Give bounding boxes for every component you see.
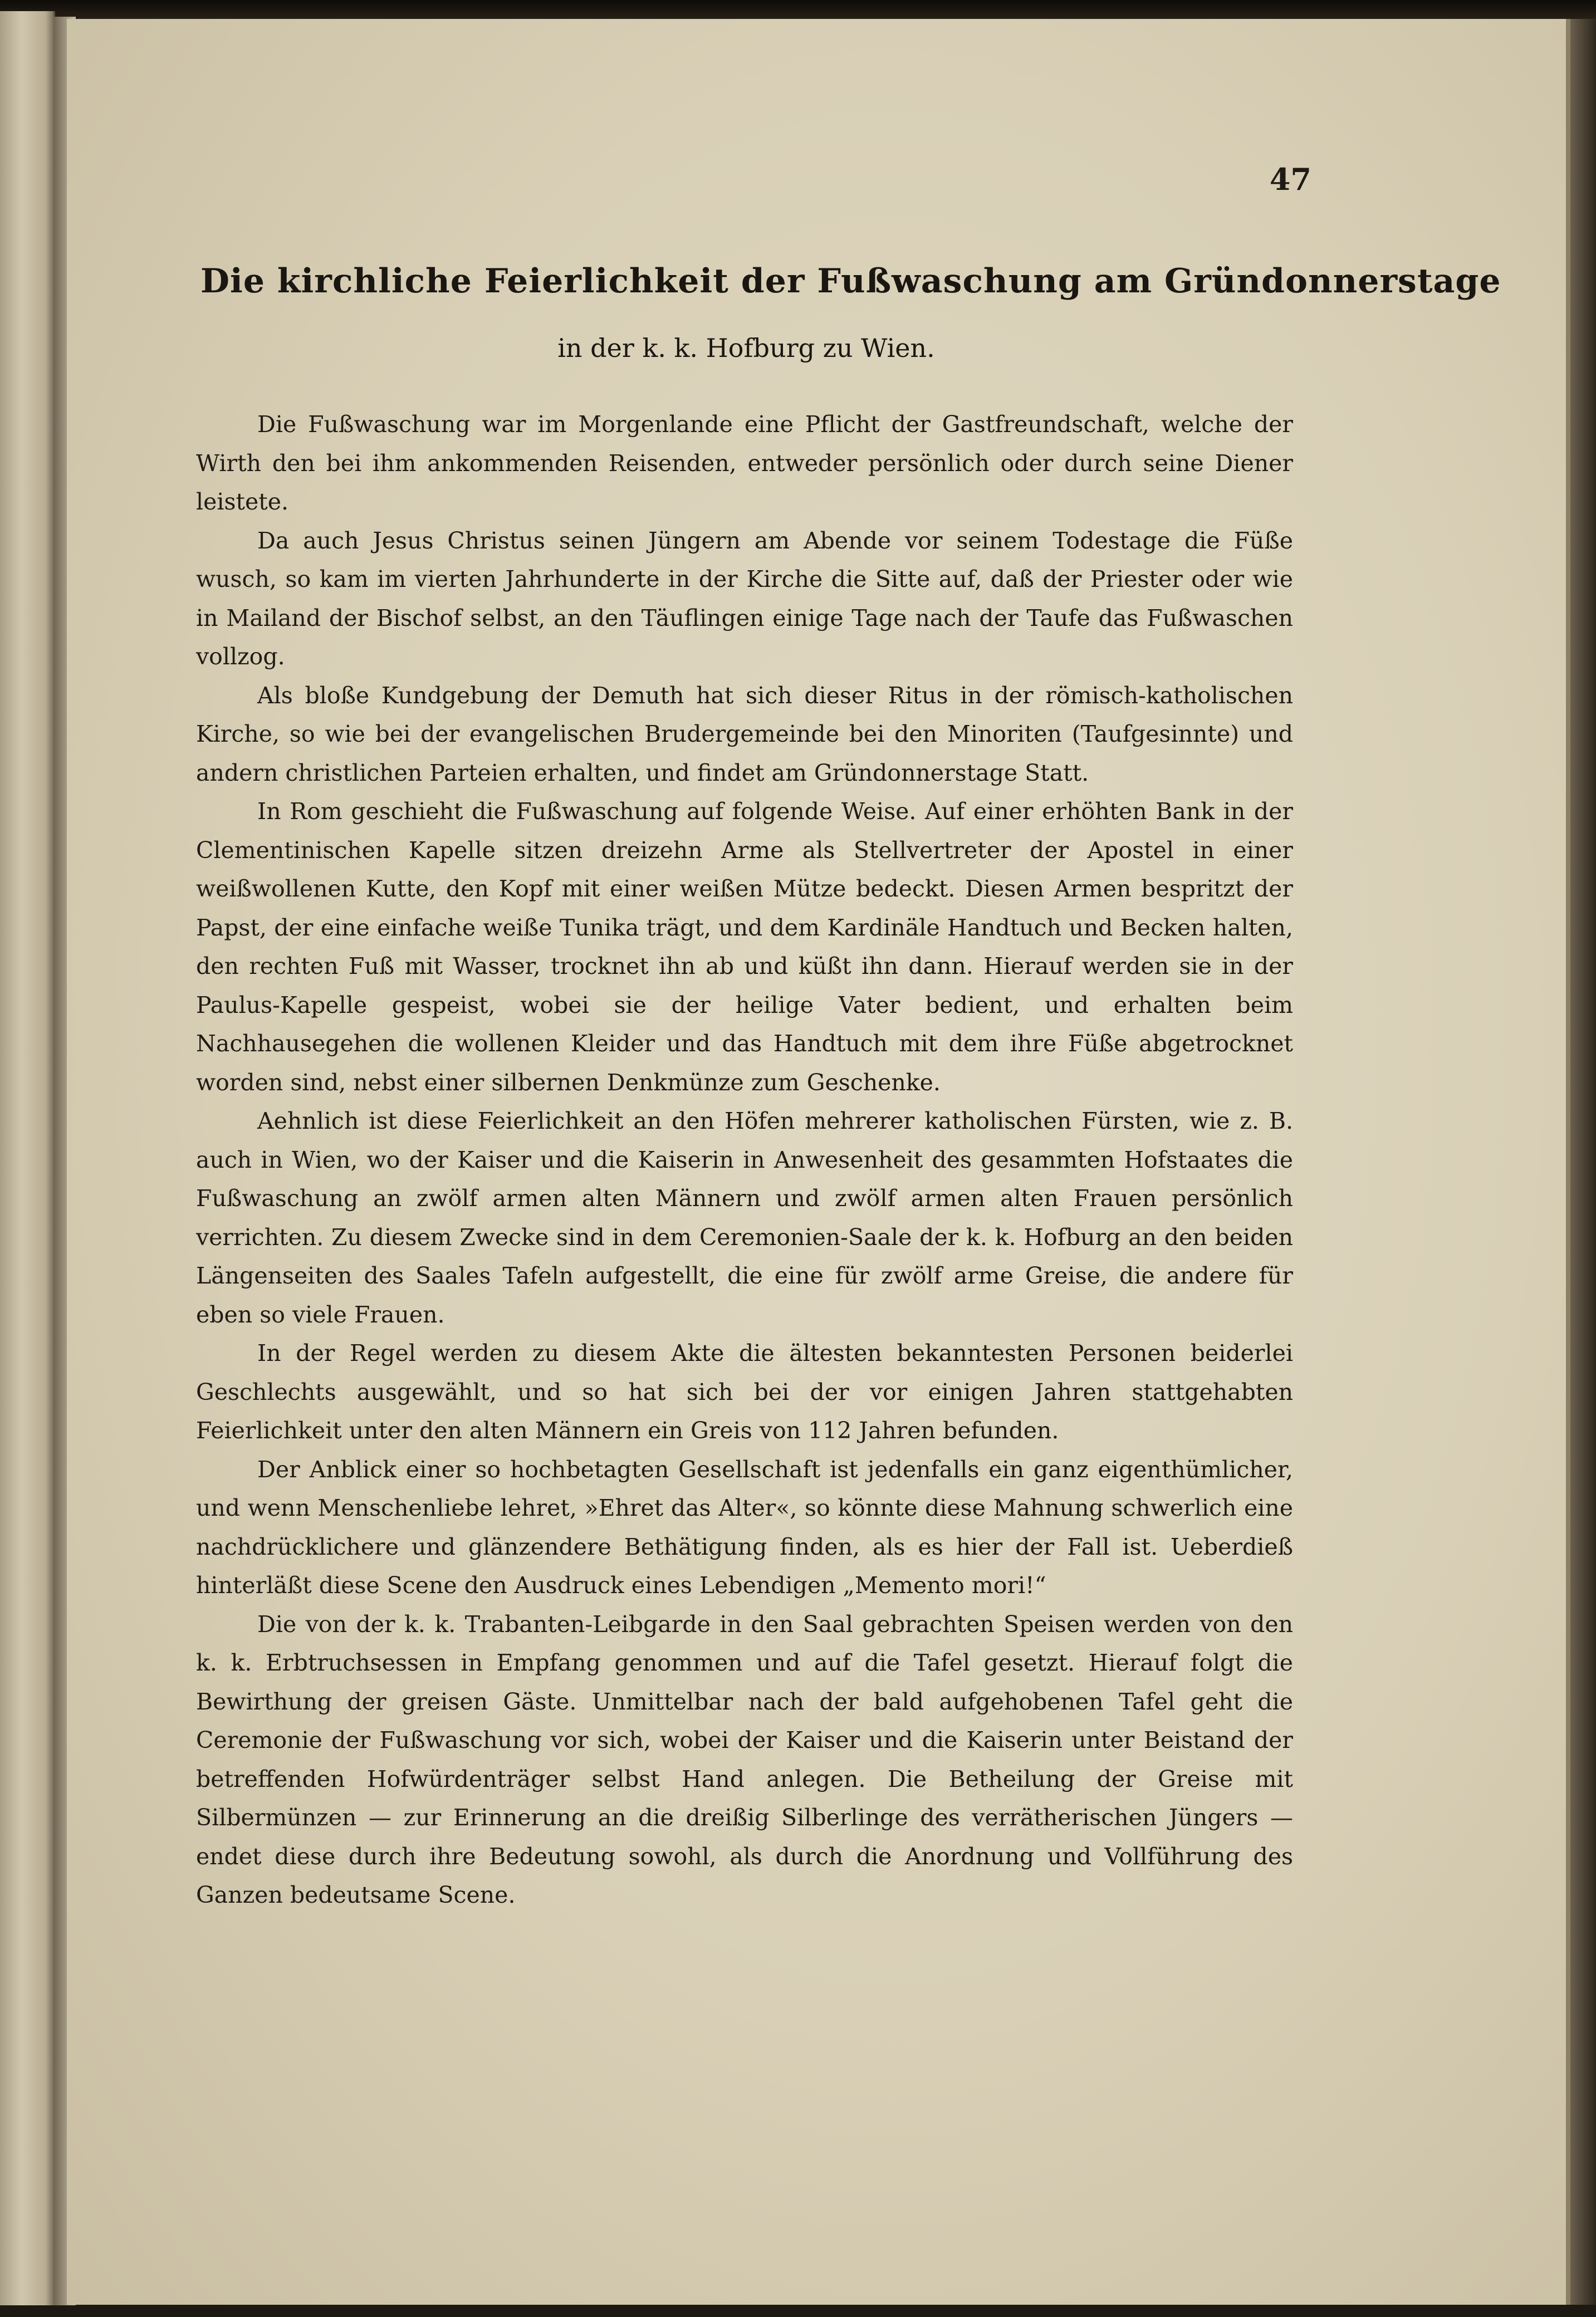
paragraph: In der Regel werden zu diesem Akte die ältesten bekanntesten Personen beiderlei Geschlechts ausgewählt, und so hat sich bei der vor einigen Jahren stattgehabten Feierlichkeit unter den alten Männern ein Greis von 112 Jahren befunden. <box>196 1340 1293 1444</box>
paragraph: Der Anblick einer so hochbetagten Gesellschaft ist jedenfalls ein ganz eigenthümlicher, und wenn Menschenliebe lehret, »Ehret das Alter«, so könnte diese Mahnung schwerlich eine nachdrücklichere und glänzendere Bethätigung finden, als es hier der Fall ist. Ueberdieß hinterläßt diese Scene den Ausdruck eines Lebendigen „Memento mori!“ <box>196 1456 1293 1599</box>
paragraph: Als bloße Kundgebung der Demuth hat sich dieser Ritus in der römisch-katholischen Kirche, so wie bei der evangelischen Brudergemeinde bei den Minoriten (Taufgesinnte) und andern christlichen Parteien erhalten, und findet am Gründonnerstage Statt. <box>196 682 1293 786</box>
paragraph: Die von der k. k. Trabanten-Leibgarde in den Saal gebrachten Speisen werden von den k. k. Erbtruchsessen in Empfang genommen und auf die Tafel gesetzt. Hierauf folgt die Bewirthung der greisen Gäste. Unmittelbar nach der bald aufgehobenen Tafel geht die Ceremonie der Fußwaschung vor sich, wobei der Kaiser und die Kaiserin unter Beistand der betreffenden Hofwürdenträger selbst Hand anlegen. Die Betheilung der Greise mit Silbermünzen — zur Erinnerung an die dreißig Silberlinge des verrätherischen Jüngers — endet diese durch ihre Bedeutung sowohl, als durch die Anordnung und Vollführung des Ganzen bedeutsame Scene. <box>196 1610 1293 1908</box>
article-body <box>196 405 1293 1915</box>
previous-page-edge <box>0 11 55 2305</box>
paragraph: Aehnlich ist diese Feierlichkeit an den Höfen mehrerer katholischen Fürsten, wie z. B. auch in Wien, wo der Kaiser und die Kaiserin in Anwesenheit des gesammten Hofstaates die Fußwaschung an zwölf armen alten Männern und zwölf armen alten Frauen persönlich verrichten. Zu diesem Zwecke sind in dem Ceremonien-Saale der k. k. Hofburg an den beiden Längenseiten des Saales Tafeln aufgestellt, die eine für zwölf arme Greise, die andere für eben so viele Frauen. <box>196 1108 1293 1328</box>
page-right-edge <box>1570 19 1596 2305</box>
paragraph: In Rom geschieht die Fußwaschung auf folgende Weise. Auf einer erhöhten Bank in der Clementinischen Kapelle sitzen dreizehn Arme als Stellvertreter der Apostel in einer weißwollenen Kutte, den Kopf mit einer weißen Mütze bedeckt. Diesen Armen bespritzt der Papst, der eine einfache weiße Tunika trägt, und dem Kardinäle Handtuch und Becken halten, den rechten Fuß mit Wasser, trocknet ihn ab und küßt ihn dann. Hierauf werden sie in der Paulus-Kapelle gespeist, wobei sie der heilige Vater bedient, und erhalten beim Nachhausegehen die wollenen Kleider und das Handtuch mit dem ihre Füße abgetrocknet worden sind, nebst einer silbernen Denkmünze zum Geschenke. <box>196 798 1293 1096</box>
book-top-edge <box>0 0 1596 21</box>
paragraph: Die Fußwaschung war im Morgenlande eine Pflicht der Gastfreundschaft, welche der Wirth den bei ihm ankommenden Reisenden, entweder persönlich oder durch seine Diener leistete. <box>196 411 1293 515</box>
article-title: Die kirchliche Feierlichkeit der Fußwaschung am Gründonnerstage <box>200 262 1501 301</box>
paragraph: Da auch Jesus Christus seinen Jüngern am Abende vor seinem Todestage die Füße wusch, so kam im vierten Jahrhunderte in der Kirche die Sitte auf, daß der Priester oder wie in Mailand der Bischof selbst, an den Täuflingen einige Tage nach der Taufe das Fußwaschen vollzog. <box>196 527 1293 670</box>
article-subtitle: in der k. k. Hofburg zu Wien. <box>557 333 935 363</box>
page-number: 47 <box>1269 161 1311 197</box>
